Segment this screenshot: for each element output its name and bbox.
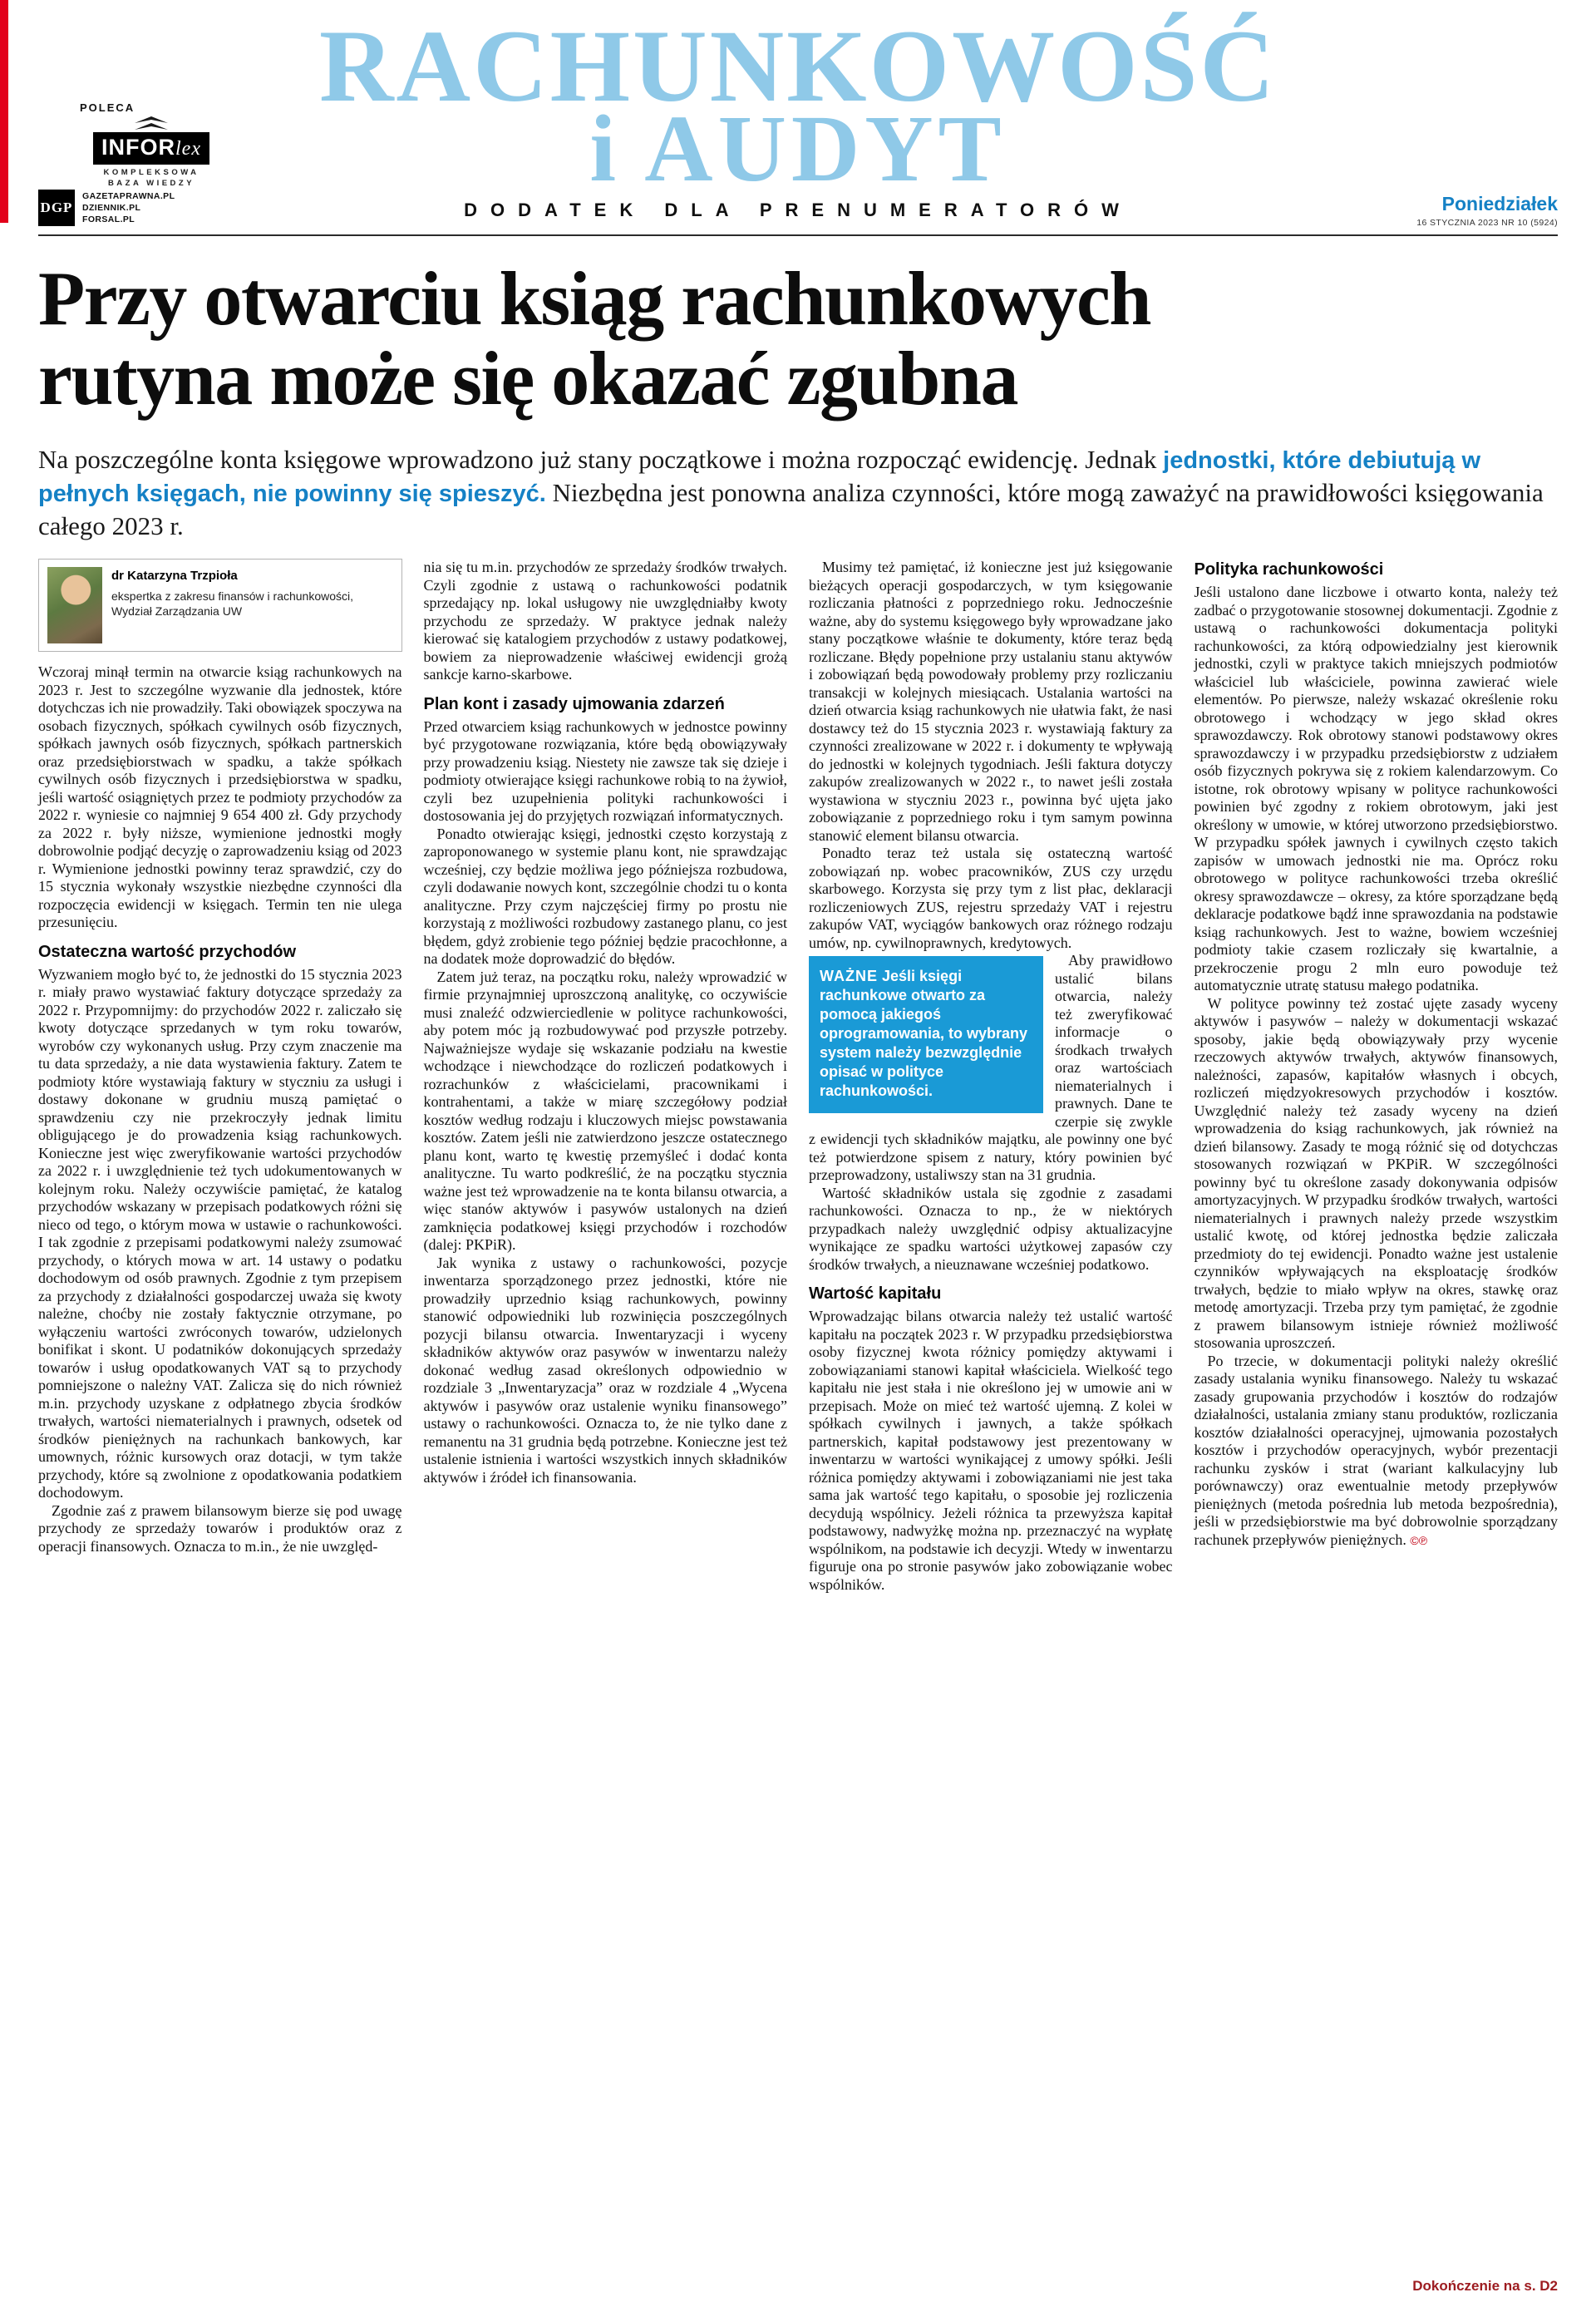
body-paragraph: Wartość składników ustala się zgodnie z zasadami rachunkowości. Oznacza to np., że w niektórych przypadkach należy uwzględnić odpisy aktualizacyjne wynikające ze spadku wartości użytkowej zapasów czy środków trwałych, a nieuznawane wcześniej podatkowo. [809, 1184, 1173, 1273]
masthead-title-line1: RACHUNKOWOŚĆ [318, 9, 1278, 123]
infor-chevrons-icon [76, 116, 226, 131]
author-box [38, 559, 402, 652]
column-1 [38, 559, 402, 1594]
important-box [809, 956, 1043, 1113]
paragraph-with-callout [809, 952, 1173, 1185]
column-4 [1195, 559, 1559, 1594]
infor-logo-suffix: lex [175, 138, 201, 160]
important-label: WAŻNE [820, 968, 878, 985]
body-columns [38, 559, 1558, 1594]
body-paragraph: Zatem już teraz, na początku roku, należy wprowadzić w firmie przynajmniej uproszczoną analitykę, co oczywiście musi znaleźć odzwierciedlenie w polityce rachunkowości, aby potem móc ją rozbudowywać pod przyszłe potrzeby. Najważniejsze wydaje się wskazanie podziału na kwestie wchodzące i niewchodzące do rozliczeń podatkowych i rozrachunków z właścicielami, pracownikami i kontrahentami, a także w miarę szczegółowy podział kosztów według rodzaju i kluczowych miejsc powstawania kosztów. Zatem jeśli nie zatwierdzono jeszcze ostatecznego planu kont, warto tę kwestię przemyśleć i dodać konta analityczne. Tu warto podkreślić, że na początku stycznia ważne jest też wprowadzenie na te konta bilansu otwarcia, a więc stanów aktywów i pasywów ustalonych na dzień zamknięcia podatkowej księgi przychodów i rozchodów (dalej: PKPiR). [423, 968, 787, 1254]
masthead [0, 0, 1596, 236]
headline-line2: rutyna może się okazać zgubna [38, 335, 1017, 421]
author-description: ekspertka z zakresu finansów i rachunkowości, Wydział Zarządzania UW [111, 589, 354, 619]
issue-date: 16 STYCZNIA 2023 NR 10 (5924) [1416, 218, 1558, 228]
issue-day: Poniedziałek [1441, 193, 1558, 214]
section-heading: Polityka rachunkowości [1194, 560, 1384, 579]
lede-part1: Na poszczególne konta księgowe wprowadzono już stany początkowe i można rozpocząć ewidencję. Jednak [38, 445, 1164, 475]
article-lede [38, 443, 1558, 542]
body-paragraph: Wprowadzając bilans otwarcia należy też ustalić wartość kapitału na początek 2023 r. W przypadku przedsiębiorstwa osoby fizycznej kwota różnicy pomiędzy aktywami i zobowiązaniami stanowi kapitał właściciela. Wielkość tego kapitału nie jest stała i nie określono jej w umowie ani w przepisach. Może on mieć też wartość ujemną. Z kolei w spółkach cywilnych i jawnych, a także spółkach partnerskich, kapitał podstawowy jest prezentowany w inwentarzu w wartości wynikającej z umowy spółki. Jeśli różnica pomiędzy aktywami i zobowiązaniami nie jest taka sama jak wartość tego kapitału, o sposobie jej rozliczenia decydują wspólnicy. Jeżeli różnica ta przewyższa kapitał podstawowy, nadwyżkę można np. przeznaczyć na wypłatę wspólnikom, na podstawie ich decyzji. Wtedy w inwentarzu figuruje ona po stronie pasywów jako zobowiązanie wobec wspólników. [809, 1308, 1173, 1593]
column-3 [809, 559, 1173, 1594]
article-headline [38, 256, 1558, 421]
body-paragraph: Aby prawidłowo ustalić bilans otwarcia, należy też zweryfikować informacje o środkach trwałych oraz wartościach niematerialnych i prawnych. Dane te czerpie się zwykle z ewidencji tych składników majątku, ale powinny one być też potwierdzone spisem z natury, który powinien być przeprowadzony, ustaliwszy stan na 31 grudnia. [809, 952, 1173, 1184]
body-paragraph: Jeśli ustalono dane liczbowe i otwarto konta, należy też zadbać o przygotowanie stosownej dokumentacji. Zgodnie z ustawą o rachunkowości dokumentacja polityki rachunkowości, za którą odpowiedzialny jest kierownik jednostki, czyli w praktyce takich mniejszych podmiotów właściciel lub właściciele, powinna zawierać wiele elementów. Po pierwsze, należy wskazać określenie roku obrotowego i wchodzący w jego skład okres sprawozdawczy. Rok obrotowy stanowi podstawowy okres sprawozdawczy i w przypadku przedsiębiorstw z udziałem osób fizycznych pokrywa się z rokiem kalendarzowym. Co istotne, rok obrotowy wpisany w polityce rachunkowości powinien być zgodny z rokiem obrotowym, jaki jest określony w umowie, w której utworzono przedsiębiorstwo. W przypadku spółek jawnych i cywilnych często takich zapisów w umowach jednostki nie ma. Oprócz roku obrotowego w polityce rachunkowości trzeba określić okresy sprawozdawcze – okresy, za które sporządzane będą deklaracje podatkowe bądź inne sprawozdania na podstawie ksiąg rachunkowych. Jest to ważne, bowiem wcześniej podmioty takie czasem rozliczały się kwartalnie, a przekroczenie progu 2 mln euro powoduje też automatycznie utratę statusu małego podatnika. [1194, 584, 1558, 994]
body-paragraph: Wczoraj minął termin na otwarcie ksiąg rachunkowych na 2023 r. Jest to szczególne wyzwanie dla jednostek, które dotychczas ich nie prowadziły. Taki obowiązek spoczywa na osobach fizycznych, spółkach cywilnych osób fizycznych, spółkach jawnych osób fizycznych, spółkach partnerskich oraz przedsiębiorstwach w spadku, a także spółkach cywilnych osób fizycznych i przedsiębiorstwa w spadku, jeśli wartość osiągniętych przez te podmioty przychodów za 2022 r. wyniesie co najmniej 9 654 400 zł. Gdy przychody za 2022 r. były niższe, wymienione jednostki mogły dobrowolnie podjąć decyzję o zaprowadzeniu ksiąg od 2023 r. Wymienione jednostki powinny teraz sprawdzić, czy do 15 stycznia wykonały wszystkie niezbędne czynności dla rozpoczęcia ewidencji w księgach. Termin ten nie ulega przesunięciu. [38, 663, 402, 931]
column-2 [424, 559, 788, 1594]
body-paragraph: Zgodnie zaś z prawem bilansowym bierze się pod uwagę przychody ze sprzedaży towarów i produktów oraz z operacji finansowych. Oznacza to m.in., że nie uwzględ- [38, 1501, 402, 1555]
continuation-note: Dokończenie na s. D2 [1412, 2278, 1558, 2294]
body-paragraph: Przed otwarciem ksiąg rachunkowych w jednostce powinny być przygotowane rozwiązania, które będą obowiązywały przy prowadzeniu ksiąg. Niestety nie zawsze tak się dzieje i podmioty otwierające księgi rachunkowe robią to na żywioł, czyli bez uzupełnienia polityki rachunkowości i dostosowania jej do przyjętych rozwiązań informatycznych. [423, 717, 787, 825]
supplement-subtitle: DODATEK DLA PRENUMERATORÓW [464, 200, 1132, 220]
section-heading: Ostateczna wartość przychodów [38, 942, 297, 961]
body-paragraph: W polityce powinny też zostać ujęte zasady wyceny aktywów i pasywów – należy w dokumentacji wskazać sposoby, jakie będą obowiązywały przy wycenie rzeczowych aktywów trwałych, aktywów finansowych, należności, zapasów, kapitałów własnych i obcych, rozliczeń międzyokresowych przychodów i kosztów. Uwzględnić należy też zasady wyceny na dzień wprowadzenia do ksiąg rachunkowych, jak również na dzień bilansowy. Zasady te mogą różnić się od dotychczas stosowanych rozwiązań w PKPiR. W szczególności powinny być tu określone zasady dokonywania odpisów amortyzacyjnych. W przypadku środków trwałych, wartości niematerialnych i prawnych należy przede wszystkim ustalić kwotę, od której jednostka będzie zaliczała przedmioty do tej ewidencji. Ponadto ważne jest ustalenie czynników wpływających na eksploatację środków trwałych, będzie to miało wpływ na okres, stawkę oraz metodę amortyzacji. Trzeba przy tym pamiętać, że zgodnie z prawem bilansowym istnieje również możliwość stosowania uproszczeń. [1194, 994, 1558, 1352]
body-paragraph: Musimy też pamiętać, iż konieczne jest już księgowanie bieżących operacji gospodarczych, w tym księgowanie rozliczania płatności z poprzedniego roku. Jednocześnie ważne, aby do systemu księgowego były wprowadzane jako stany początkowe właśnie te dokumenty, które teraz będą rozliczane. Błędy popełnione przy ustalaniu stanu aktywów i zobowiązań będą powodowały problemy przy rozliczaniu transakcji w kolejnych miesiącach. Ustalania wartości na dzień otwarcia ksiąg rachunkowych nie ułatwia fakt, że nasi dostawcy też do 15 stycznia 2023 r. wystawiają faktury za czynności zrealizowane w 2022 r. i dokumenty te wpływają do jednostki w kolejnych tygodniach. Jeśli faktura dotyczy zakupów zrealizowanych w 2022 r., to nawet jeśli została wystawiona w styczniu 2023 r., powinna być ujęta jako zobowiązanie z poprzedniego roku i tym samym powinna stanowić element bilansu otwarcia. [809, 559, 1173, 844]
body-paragraph: nia się tu m.in. przychodów ze sprzedaży środków trwałych. Czyli zgodnie z ustawą o rachunkowości podatnik sprzedający np. lokal usługowy nie uwzględniałby kwoty przychodu ze sprzedaży. W praktyce jednak należy kierować się katalogiem przychodów z ustawy podatkowej, bowiem za nieprowadzenie właściwej ewidencji grożą sankcje karno-skarbowe. [423, 559, 787, 683]
dgp-logo: DGP [38, 190, 75, 226]
body-paragraph: Jak wynika z ustawy o rachunkowości, pozycje inwentarza sporządzonego przez jednostki, które nie prowadziły uprzednio ksiąg rachunkowych, powinny stanowić odpowiedniki lub rozwinięcia poszczególnych pozycji bilansu otwarcia. Inwentaryzacji i wyceny składników aktywów oraz pasywów w inwentarzu należy dokonać według zasad określonych odpowiednio w rozdziale 3 „Inwentaryzacja” oraz w rozdziale 4 „Wycena aktywów i pasywów oraz ustalenie wyniku finansowego” ustawy o rachunkowości. Oznacza to, że nie tylko dane z remanentu na 31 grudnia będą potrzebne. Konieczne jest też ustalenie istnienia i wartości wszystkich innych składników aktywów i źródeł ich finansowania. [423, 1254, 787, 1486]
masthead-title-line2: i AUDYT [589, 96, 1007, 201]
lede-highlight: jednostki, które debiutują w pełnych księgach, nie powinny się spieszyć. [38, 447, 1481, 508]
author-name: dr Katarzyna Trzpioła [111, 569, 238, 584]
author-info [111, 567, 393, 643]
infor-tagline-line2: BAZA WIEDZY [107, 179, 195, 189]
body-paragraph-text: Po trzecie, w dokumentacji polityki należy określić zasady ustalania wyniku finansowego. Należy tu wskazać zasady grupowania przychodów i kosztów do rodzajów działalności, ustalania zmiany stanu produktów, rozliczania kosztów działalności operacyjnej, ujmowania pozostałych kosztów i przychodów operacyjnych, wybór prezentacji rachunku zysków i strat (wariant kalkulacyjny lub porównawczy) oraz ewentualnie metody przepływów pieniężnych (metoda pośrednia lub metoda bezpośrednia), jeśli w przedsiębiorstwie ma być dobrowolnie sporządzany rachunek przepływów pieniężnych. [1194, 1352, 1558, 1548]
infor-logo-box [93, 132, 209, 165]
important-text: Jeśli księgi rachunkowe otwarto za pomocą jakiegoś oprogramowania, to wybrany system należy bezwzględnie opisać w polityce rachunkowości. [820, 968, 1028, 1100]
infor-tagline [76, 167, 226, 190]
site-line: DZIENNIK.PL [82, 202, 141, 213]
body-paragraph: Wyzwaniem mogło być to, że jednostki do 15 stycznia 2023 r. miały prawo wystawiać faktury dotyczące sprzedaży za 2022 r. Przypomnijmy: do przychodów 2022 r. zaliczało się kwoty dotyczące sprzedanych w tym roku towarów, wyrobów czy wykonanych usług. Przy czym znaczenie ma tu data sprzedaży, a nie data wystawienia faktury. Zatem te podmioty które wystawiają faktury w styczniu za usługi i dostawy dokonane w grudniu muszą pamiętać o sprawdzeniu czy nie przekroczyły jednak limitu obligującego je do prowadzenia ksiąg rachunkowych. Konieczne jest więc zweryfikowanie wartości przychodów za 2022 r. i uwzględnienie też tych udokumentowanych w kolejnym roku. Należy oczywiście pamiętać, że katalog przychodów wskazany w przepisach podatkowych różni się nieco od tego, o którym mowa w ustawie o rachunkowości. I tak zgodnie z przepisami podatkowymi należy zsumować przychody, o których mowa w art. 14 ustawy o podatku dochodowym od osób prawnych. Zgodnie z tym przepisem za przychody z działalności gospodarczej uważa się kwoty należne, choćby nie zostały faktycznie otrzymane, po wyłączeniu wartości zwróconych towarów, udzielonych bonifikat i skont. U podatników dokonujących sprzedaży towarów i usług opodatkowanych VAT są to przychody pomniejszone o należny VAT. Zalicza się do nich również m.in. przychody uzyskane z odpłatnego zbycia środków trwałych, wartości niematerialnych i prawnych, odsetek od środków pieniężnych na rachunkach bankowych, kar umownych, różnic kursowych oraz dotacji, w tym także przychody, które są zwolnione z opodatkowania podatkiem dochodowym. [38, 965, 402, 1501]
site-line: GAZETAPRAWNA.PL [82, 190, 175, 201]
copyright-icons: ©℗ [1410, 1533, 1428, 1547]
poleca-label: POLECA [80, 101, 135, 114]
section-heading: Wartość kapitału [809, 1284, 942, 1304]
section-heading: Plan kont i zasady ujmowania zdarzeń [423, 694, 725, 713]
body-paragraph: Ponadto otwierając księgi, jednostki często korzystają z zaproponowanego w systemie planu kont, nie sprawdzając wcześniej, czy będzie możliwa jego późniejsza rozbudowa, czyli dodawanie nowych kont, szczególnie chodzi tu o konta analityczne. Przy czym najczęściej firmy po prostu nie korzystają z możliwości rozbudowy zastanego planu, co jest błędem, gdyż zrobienie tego później będzie pracochłonne, a na dodatek może doprowadzić do błędów. [423, 825, 787, 968]
author-photo [47, 567, 102, 643]
body-paragraph [1195, 1353, 1559, 1550]
header-rule [38, 234, 1558, 236]
site-line: FORSAL.PL [82, 214, 135, 225]
infor-tagline-line1: KOMPLEKSOWA [103, 168, 200, 177]
headline-line1: Przy otwarciu ksiąg rachunkowych [38, 256, 1150, 341]
infor-logo [76, 101, 226, 190]
lede-part2: Niezbędna jest ponowna analiza czynności, które mogą zaważyć na prawidłowości księgowania całego 2023 r. [38, 478, 1544, 540]
infor-logo-name: INFOR [101, 135, 175, 160]
issue-info [1416, 193, 1558, 228]
body-paragraph: Ponadto teraz też ustala się ostateczną wartość zobowiązań np. wobec pracowników, ZUS czy urzędu skarbowego. Korzysta się przy tym z list płac, deklaracji rozliczeniowych ZUS, rejestru sprzedaży VAT i rejestru zakupów VAT, wyciągów bankowych oraz różnego rodzaju umów, np. cywilnoprawnych, kredytowych. [809, 845, 1173, 951]
